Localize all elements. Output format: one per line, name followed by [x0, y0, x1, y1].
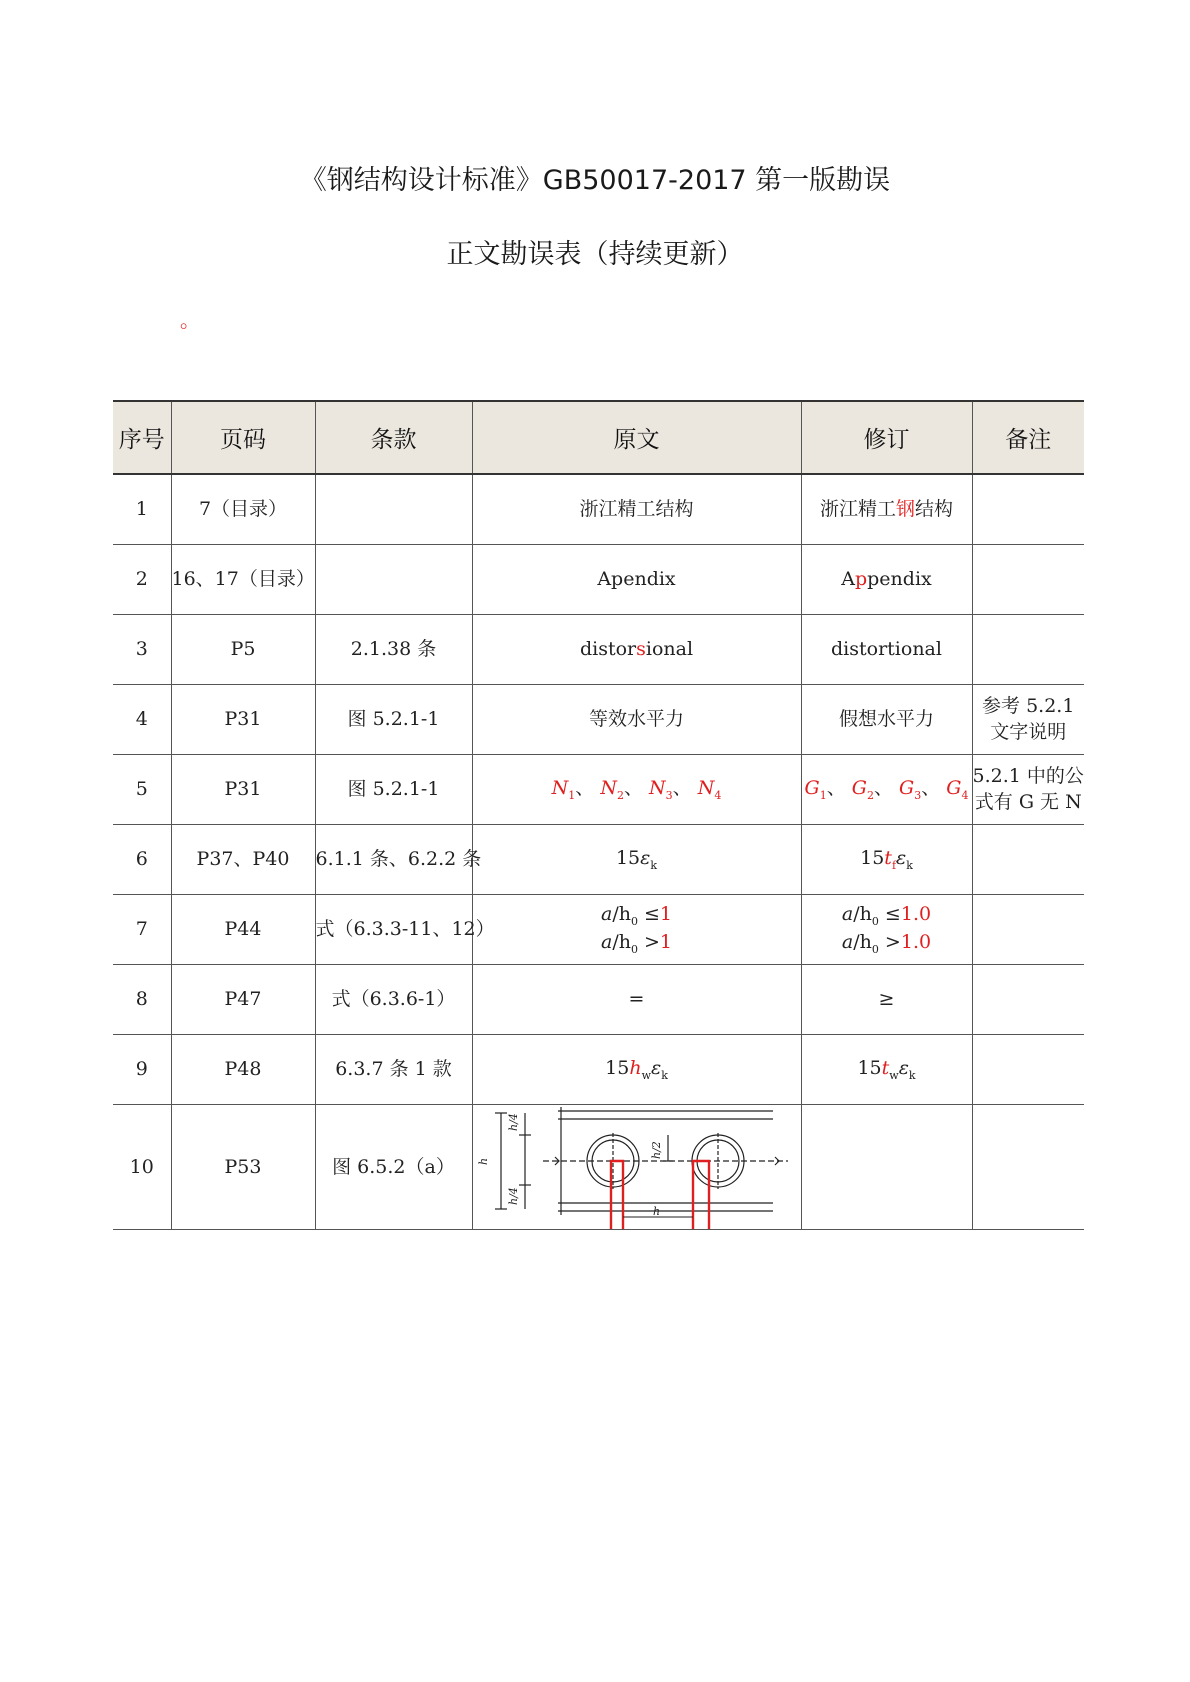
document-title: 《钢结构设计标准》GB50017-2017 第一版勘误: [299, 165, 891, 196]
cell-original: =: [472, 965, 801, 1035]
table-row: [113, 685, 1084, 755]
cell-page: P31: [171, 755, 315, 825]
formula-line: [802, 930, 972, 957]
cell-clause: 图 5.2.1-1: [315, 755, 472, 825]
cell-clause: 图 5.2.1-1: [315, 685, 472, 755]
symbol: N: [697, 776, 715, 799]
h-subscript: 0: [630, 915, 638, 929]
symbol: G: [851, 776, 867, 799]
errata-table: [113, 400, 1084, 1230]
cell-clause: 式（6.3.3-11、12）: [315, 895, 472, 965]
cell-note: [972, 895, 1084, 965]
symbol-subscript: 1: [819, 788, 827, 802]
symbol: G: [946, 776, 962, 799]
cell-no: 9: [113, 1035, 171, 1105]
h-symbol: /h: [853, 903, 872, 926]
cell-note: [972, 615, 1084, 685]
epsilon-subscript: k: [661, 1068, 668, 1082]
cell-clause: 6.3.7 条 1 款: [315, 1035, 472, 1105]
header-original: 原文: [472, 401, 801, 474]
cell-original: [472, 825, 801, 895]
value: 1: [659, 903, 673, 926]
dimension-label-h4-bottom: h/4: [506, 1187, 520, 1205]
number: 15: [615, 846, 641, 869]
table-row: [113, 755, 1084, 825]
red-marker: 。: [180, 308, 200, 332]
cell-original: Apendix: [472, 545, 801, 615]
separator: 、: [672, 776, 692, 799]
operator: >: [878, 930, 901, 953]
operator: ≤: [637, 903, 660, 926]
symbol: G: [899, 776, 915, 799]
a-symbol: a: [600, 930, 613, 953]
dimension-label-h: h: [476, 1157, 490, 1165]
cell-clause: [315, 474, 472, 545]
table-row: [113, 545, 1084, 615]
number: 15: [860, 846, 885, 869]
epsilon-symbol: ε: [640, 846, 651, 869]
symbol: N: [551, 776, 569, 799]
cell-clause: 2.1.38 条: [315, 615, 472, 685]
h-subscript: 0: [871, 915, 879, 929]
w-subscript: w: [889, 1068, 899, 1082]
cell-no: 3: [113, 615, 171, 685]
separator: 、: [921, 776, 941, 799]
cell-no: 5: [113, 755, 171, 825]
table-header-row: [113, 401, 1084, 474]
t-symbol: t: [884, 846, 892, 869]
symbol-subscript: 1: [568, 788, 576, 802]
epsilon-symbol: ε: [896, 846, 907, 869]
a-symbol: a: [841, 930, 854, 953]
cell-revision: ≥: [801, 965, 972, 1035]
a-symbol: a: [600, 903, 613, 926]
dimension-label-h2: h/2: [649, 1141, 663, 1159]
cell-no: 1: [113, 474, 171, 545]
cell-revision: [801, 1035, 972, 1105]
cell-note: 参考 5.2.1 文字说明: [972, 685, 1084, 755]
symbol: N: [649, 776, 666, 799]
cell-clause: 6.1.1 条、6.2.2 条: [315, 825, 472, 895]
cell-note: [972, 474, 1084, 545]
revision-text: 结构: [915, 498, 954, 521]
cell-clause: [315, 545, 472, 615]
cell-original: [472, 1035, 801, 1105]
table-row: [113, 1105, 1084, 1230]
cell-clause: 图 6.5.2（a）: [315, 1105, 472, 1230]
cell-no: 7: [113, 895, 171, 965]
cell-page: P53: [171, 1105, 315, 1230]
symbol-subscript: 2: [866, 788, 874, 802]
original-text: ional: [645, 638, 694, 661]
header-note: 备注: [972, 401, 1084, 474]
cell-no: 10: [113, 1105, 171, 1230]
revision-text: pendix: [867, 568, 932, 591]
castellated-beam-figure: [473, 1105, 802, 1229]
cell-revision: [801, 825, 972, 895]
epsilon-subscript: k: [908, 1068, 916, 1082]
dimension-label-h4-top: h/4: [506, 1113, 520, 1131]
revision-highlight: 钢: [895, 498, 915, 521]
h-symbol: /h: [612, 930, 631, 953]
cell-note: [972, 965, 1084, 1035]
cell-no: 8: [113, 965, 171, 1035]
w-subscript: w: [641, 1068, 651, 1082]
epsilon-subscript: k: [906, 858, 913, 872]
value: 1.0: [900, 930, 932, 953]
symbol-subscript: 4: [714, 788, 722, 802]
dimension-label-h-bottom: h: [652, 1205, 660, 1218]
t-subscript: f: [891, 858, 897, 872]
cell-page: P47: [171, 965, 315, 1035]
cell-revision: distortional: [801, 615, 972, 685]
revision-highlight: p: [854, 568, 868, 591]
cell-page: P31: [171, 685, 315, 755]
cell-revision: [801, 474, 972, 545]
table-row: [113, 825, 1084, 895]
h-symbol: /h: [612, 903, 631, 926]
separator: 、: [826, 776, 846, 799]
header-no: 序号: [113, 401, 171, 474]
t-symbol: t: [881, 1056, 890, 1079]
cell-no: 6: [113, 825, 171, 895]
header-revision: 修订: [801, 401, 972, 474]
document-subtitle: 正文勘误表（持续更新）: [446, 239, 744, 270]
table-row: [113, 1035, 1084, 1105]
symbol-subscript: 4: [961, 788, 969, 802]
separator: 、: [873, 776, 893, 799]
formula-line: [473, 902, 801, 929]
formula-line: [473, 930, 801, 957]
table-row: [113, 474, 1084, 545]
cell-clause: 式（6.3.6-1）: [315, 965, 472, 1035]
epsilon-symbol: ε: [898, 1056, 909, 1079]
cell-note: 5.2.1 中的公式有 G 无 N: [972, 755, 1084, 825]
revision-text: 浙江精工: [819, 498, 896, 521]
cell-no: 4: [113, 685, 171, 755]
h-subscript: 0: [871, 942, 879, 956]
h-subscript: 0: [630, 942, 638, 956]
cell-original: [472, 755, 801, 825]
cell-original: [472, 1105, 801, 1230]
cell-revision: 假想水平力: [801, 685, 972, 755]
cell-page: P44: [171, 895, 315, 965]
number: 15: [857, 1056, 882, 1079]
table-row: [113, 965, 1084, 1035]
cell-note: [972, 545, 1084, 615]
symbol-subscript: 3: [665, 788, 673, 802]
header-clause: 条款: [315, 401, 472, 474]
original-text: distor: [579, 638, 637, 661]
symbol-subscript: 2: [616, 788, 624, 802]
cell-page: P37、P40: [171, 825, 315, 895]
original-highlight: s: [636, 638, 646, 661]
cell-original: 等效水平力: [472, 685, 801, 755]
operator: ≤: [878, 903, 901, 926]
number: 15: [605, 1056, 630, 1079]
cell-original: [472, 895, 801, 965]
symbol: N: [600, 776, 617, 799]
header-page: 页码: [171, 401, 315, 474]
revision-text: A: [841, 568, 855, 591]
cell-original: [472, 615, 801, 685]
h-symbol: h: [629, 1056, 642, 1079]
cell-note: [972, 825, 1084, 895]
cell-revision: [801, 895, 972, 965]
formula-line: [802, 902, 972, 929]
a-symbol: a: [841, 903, 854, 926]
cell-page: P48: [171, 1035, 315, 1105]
epsilon-symbol: ε: [650, 1056, 662, 1079]
symbol: G: [804, 776, 820, 799]
table-row: [113, 615, 1084, 685]
epsilon-subscript: k: [650, 858, 658, 872]
cell-revision: [801, 1105, 972, 1230]
cell-no: 2: [113, 545, 171, 615]
cell-page: 7（目录）: [171, 474, 315, 545]
value: 1.0: [900, 903, 932, 926]
separator: 、: [575, 776, 595, 799]
cell-note: [972, 1035, 1084, 1105]
cell-page: P5: [171, 615, 315, 685]
separator: 、: [623, 776, 643, 799]
h-symbol: /h: [853, 930, 872, 953]
symbol-subscript: 3: [914, 788, 922, 802]
cell-revision: [801, 755, 972, 825]
cell-revision: [801, 545, 972, 615]
cell-page: 16、17（目录）: [171, 545, 315, 615]
value: 1: [659, 930, 673, 953]
cell-note: [972, 1105, 1084, 1230]
table-row: [113, 895, 1084, 965]
operator: >: [637, 930, 660, 953]
cell-original: 浙江精工结构: [472, 474, 801, 545]
